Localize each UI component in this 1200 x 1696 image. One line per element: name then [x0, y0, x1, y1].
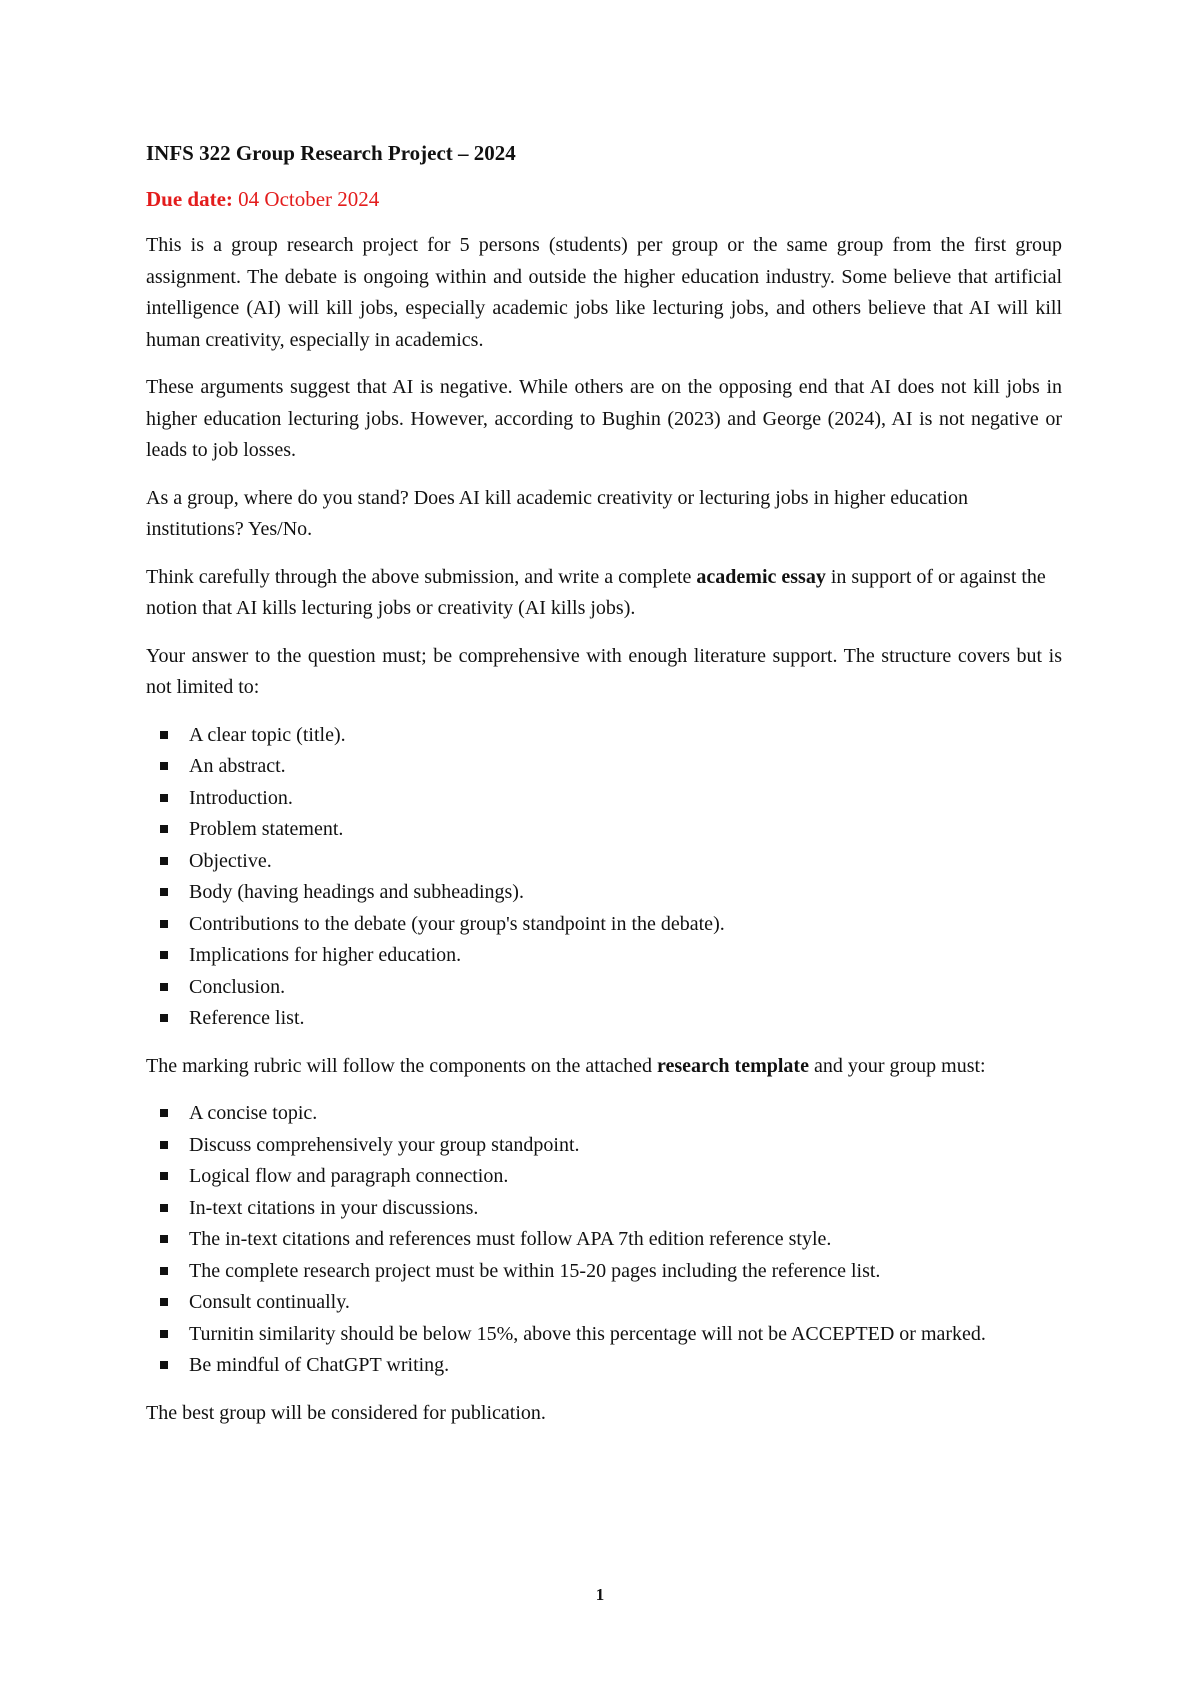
rubric-paragraph — [146, 1051, 1062, 1083]
square-bullet-icon — [160, 951, 168, 959]
task-text-before: Think carefully through the above submission, and write a complete — [146, 565, 697, 588]
list-item — [146, 1098, 1062, 1130]
square-bullet-icon — [160, 731, 168, 739]
list-item — [146, 1319, 1062, 1351]
list-item — [146, 751, 1062, 783]
square-bullet-icon — [160, 794, 168, 802]
list-item-text: The in-text citations and references must follow APA 7th edition reference style. — [189, 1228, 832, 1250]
square-bullet-icon — [160, 1172, 168, 1180]
list-item-text: Discuss comprehensively your group standpoint. — [189, 1133, 580, 1156]
task-paragraph — [146, 562, 1062, 625]
list-item-text: Objective. — [189, 849, 272, 872]
square-bullet-icon — [160, 1330, 168, 1338]
document-body — [146, 138, 1062, 1445]
list-item-text: Reference list. — [189, 1007, 305, 1029]
task-text-bold: academic essay — [696, 565, 826, 588]
list-item — [146, 1224, 1062, 1256]
closing-paragraph: The best group will be considered for publication. — [146, 1401, 546, 1424]
page-number: 1 — [595, 1585, 605, 1604]
structure-list — [146, 720, 1062, 1035]
list-item — [146, 846, 1062, 878]
square-bullet-icon — [160, 857, 168, 865]
square-bullet-icon — [160, 888, 168, 896]
square-bullet-icon — [160, 1267, 168, 1275]
list-item — [146, 972, 1062, 1004]
list-item-text: Logical flow and paragraph connection. — [189, 1165, 509, 1187]
list-item — [146, 814, 1062, 846]
list-item-text: An abstract. — [189, 755, 286, 777]
list-item-text: Contributions to the debate (your group's standpoint in the debate). — [189, 912, 725, 935]
rubric-text-before: The marking rubric will follow the components on the attached — [146, 1054, 657, 1077]
list-item — [146, 940, 1062, 972]
square-bullet-icon — [160, 983, 168, 991]
square-bullet-icon — [160, 1204, 168, 1212]
list-item-text: Be mindful of ChatGPT writing. — [189, 1354, 450, 1376]
list-item-text: Problem statement. — [189, 818, 344, 840]
square-bullet-icon — [160, 920, 168, 928]
square-bullet-icon — [160, 1361, 168, 1369]
list-item-text: Body (having headings and subheadings). — [189, 881, 524, 903]
rubric-text-bold: research template — [656, 1054, 809, 1077]
list-item — [146, 720, 1062, 752]
list-item-text: Conclusion. — [189, 975, 286, 998]
rubric-list — [146, 1098, 1062, 1382]
list-item — [146, 1161, 1062, 1193]
list-item-text: A concise topic. — [189, 1102, 318, 1124]
question-paragraph: As a group, where do you stand? Does AI kill academic creativity or lecturing jobs in higher education institutions? Yes/No. — [146, 486, 968, 540]
list-item — [146, 1350, 1062, 1382]
square-bullet-icon — [160, 1298, 168, 1306]
page-title: INFS 322 Group Research Project – 2024 — [146, 141, 516, 165]
list-item — [146, 909, 1062, 941]
list-item-text: In-text citations in your discussions. — [189, 1196, 479, 1219]
list-item — [146, 877, 1062, 909]
list-item — [146, 1003, 1062, 1035]
list-item-text: Introduction. — [189, 786, 293, 809]
list-item-text: Consult continually. — [189, 1291, 350, 1313]
list-item — [146, 783, 1062, 815]
intro-paragraph: This is a group research project for 5 persons (students) per group or the same group from the first group assignment. The debate is ongoing within and outside the higher education industry. Some believe that artificial intelligence (AI) will kill jobs, especially academic jobs like lecturing jobs, and others believe that AI will kill human creativity, especially in academics. — [146, 234, 1062, 351]
square-bullet-icon — [160, 1109, 168, 1117]
list-item — [146, 1193, 1062, 1225]
square-bullet-icon — [160, 825, 168, 833]
square-bullet-icon — [160, 1235, 168, 1243]
rubric-text-after: and your group must: — [808, 1054, 986, 1077]
list-item — [146, 1130, 1062, 1162]
structure-intro-paragraph: Your answer to the question must; be comprehensive with enough literature support. The structure covers but is not limited to: — [146, 644, 1062, 698]
list-item-text: Turnitin similarity should be below 15%, above this percentage will not be ACCEPTED or marked. — [189, 1322, 986, 1345]
square-bullet-icon — [160, 1141, 168, 1149]
square-bullet-icon — [160, 762, 168, 770]
list-item-text: Implications for higher education. — [189, 944, 462, 966]
due-date-label: Due date: — [146, 187, 233, 211]
list-item — [146, 1256, 1062, 1288]
due-date — [146, 184, 1062, 214]
arguments-paragraph: These arguments suggest that AI is negative. While others are on the opposing end that AI does not kill jobs in higher education lecturing jobs. However, according to Bughin (2023) and George (2024), AI is not negative or leads to job losses. — [146, 376, 1062, 461]
list-item-text: A clear topic (title). — [189, 723, 346, 746]
square-bullet-icon — [160, 1014, 168, 1022]
list-item-text: The complete research project must be within 15-20 pages including the reference list. — [189, 1259, 881, 1282]
list-item — [146, 1287, 1062, 1319]
due-date-value: 04 October 2024 — [232, 187, 380, 211]
task-text-after: in support of or against the notion that AI kills lecturing jobs or creativity (AI kills jobs). — [146, 565, 1046, 619]
